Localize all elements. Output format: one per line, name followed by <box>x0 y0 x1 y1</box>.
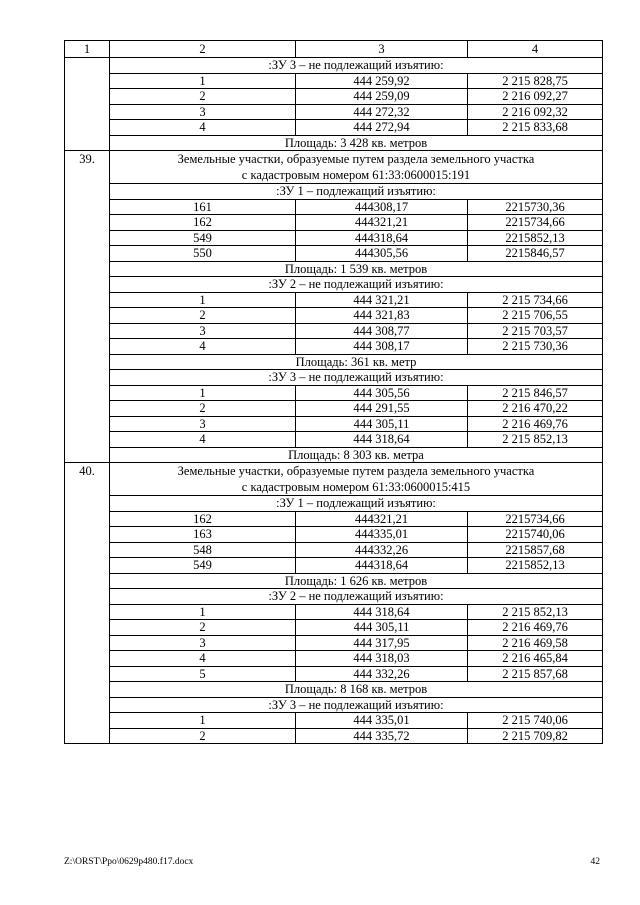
coordinate-row <box>65 385 603 401</box>
x-coordinate-cell: 444318,64 <box>296 558 468 574</box>
item-number-cell: 39. <box>65 151 110 463</box>
area-cell: Площадь: 361 кв. метр <box>110 354 603 370</box>
item-number-cell <box>65 58 110 151</box>
point-number-cell: 162 <box>110 215 296 231</box>
x-coordinate-cell: 444 321,21 <box>296 292 468 308</box>
subsection-label: :ЗУ 3 – не подлежащий изъятию: <box>110 370 603 386</box>
coordinate-row <box>65 246 603 262</box>
x-coordinate-cell: 444 308,77 <box>296 323 468 339</box>
coordinates-table <box>64 40 603 744</box>
y-coordinate-cell: 2 215 846,57 <box>468 385 603 401</box>
x-coordinate-cell: 444308,17 <box>296 199 468 215</box>
area-row <box>65 261 603 277</box>
y-coordinate-cell: 2 215 706,55 <box>468 308 603 324</box>
point-number-cell: 4 <box>110 432 296 448</box>
coordinate-row <box>65 104 603 120</box>
area-row <box>65 682 603 698</box>
x-coordinate-cell: 444 332,26 <box>296 666 468 682</box>
subsection-label: :ЗУ 2 – не подлежащий изъятию: <box>110 277 603 293</box>
point-number-cell: 3 <box>110 323 296 339</box>
coordinate-row <box>65 73 603 89</box>
area-row <box>65 573 603 589</box>
x-coordinate-cell: 444 318,03 <box>296 651 468 667</box>
y-coordinate-cell: 2 216 469,58 <box>468 635 603 651</box>
point-number-cell: 2 <box>110 620 296 636</box>
point-number-cell: 549 <box>110 230 296 246</box>
point-number-cell: 4 <box>110 651 296 667</box>
footer-file-path: Z:\ORST\Ppo\0629p480.f17.docx <box>64 857 194 867</box>
point-number-cell: 162 <box>110 511 296 527</box>
coordinate-row <box>65 651 603 667</box>
header-cell: 4 <box>468 41 603 58</box>
point-number-cell: 1 <box>110 604 296 620</box>
point-number-cell: 2 <box>110 89 296 105</box>
block-title-line: Земельные участки, образуемые путем раздела земельного участка <box>177 152 535 166</box>
coordinate-row <box>65 230 603 246</box>
y-coordinate-cell: 2 216 092,32 <box>468 104 603 120</box>
x-coordinate-cell: 444321,21 <box>296 511 468 527</box>
subsection-label: :ЗУ 1 – подлежащий изъятию: <box>110 496 603 512</box>
area-row <box>65 135 603 151</box>
x-coordinate-cell: 444 318,64 <box>296 604 468 620</box>
x-coordinate-cell: 444 291,55 <box>296 401 468 417</box>
y-coordinate-cell: 2215734,66 <box>468 511 603 527</box>
x-coordinate-cell: 444 321,83 <box>296 308 468 324</box>
y-coordinate-cell: 2215852,13 <box>468 558 603 574</box>
point-number-cell: 3 <box>110 416 296 432</box>
area-row <box>65 447 603 463</box>
coordinate-row <box>65 511 603 527</box>
point-number-cell: 550 <box>110 246 296 262</box>
x-coordinate-cell: 444 317,95 <box>296 635 468 651</box>
y-coordinate-cell: 2 215 833,68 <box>468 120 603 136</box>
x-coordinate-cell: 444 305,11 <box>296 620 468 636</box>
x-coordinate-cell: 444 308,17 <box>296 339 468 355</box>
area-cell: Площадь: 1 539 кв. метров <box>110 261 603 277</box>
y-coordinate-cell: 2 215 852,13 <box>468 432 603 448</box>
point-number-cell: 2 <box>110 308 296 324</box>
point-number-cell: 163 <box>110 527 296 543</box>
coordinate-row <box>65 199 603 215</box>
area-cell: Площадь: 1 626 кв. метров <box>110 573 603 589</box>
block-title-row <box>65 151 603 184</box>
y-coordinate-cell: 2 216 469,76 <box>468 620 603 636</box>
block-title-cell <box>110 151 603 184</box>
y-coordinate-cell: 2215852,13 <box>468 230 603 246</box>
coordinate-row <box>65 666 603 682</box>
header-cell: 1 <box>65 41 110 58</box>
footer-page-number: 42 <box>590 857 600 867</box>
header-cell: 2 <box>110 41 296 58</box>
coordinate-row <box>65 604 603 620</box>
coordinate-row <box>65 323 603 339</box>
block-title-row <box>65 463 603 496</box>
coordinate-row <box>65 558 603 574</box>
coordinate-row <box>65 620 603 636</box>
block-title-line: Земельные участки, образуемые путем раздела земельного участка <box>177 464 535 478</box>
point-number-cell: 3 <box>110 635 296 651</box>
coordinate-row <box>65 120 603 136</box>
y-coordinate-cell: 2215730,36 <box>468 199 603 215</box>
block-title-line: с кадастровым номером 61:33:0600015:191 <box>241 168 471 182</box>
point-number-cell: 548 <box>110 542 296 558</box>
x-coordinate-cell: 444335,01 <box>296 527 468 543</box>
y-coordinate-cell: 2215857,68 <box>468 542 603 558</box>
item-number-cell: 40. <box>65 463 110 744</box>
area-cell: Площадь: 8 303 кв. метра <box>110 447 603 463</box>
x-coordinate-cell: 444305,56 <box>296 246 468 262</box>
subsection-label-row <box>65 184 603 200</box>
block-title-cell <box>110 463 603 496</box>
coordinate-row <box>65 635 603 651</box>
y-coordinate-cell: 2 216 469,76 <box>468 416 603 432</box>
x-coordinate-cell: 444321,21 <box>296 215 468 231</box>
point-number-cell: 2 <box>110 401 296 417</box>
point-number-cell: 4 <box>110 120 296 136</box>
x-coordinate-cell: 444 272,94 <box>296 120 468 136</box>
y-coordinate-cell: 2 215 828,75 <box>468 73 603 89</box>
area-cell: Площадь: 3 428 кв. метров <box>110 135 603 151</box>
coordinate-row <box>65 542 603 558</box>
y-coordinate-cell: 2 215 703,57 <box>468 323 603 339</box>
y-coordinate-cell: 2 215 734,66 <box>468 292 603 308</box>
block-title-line: с кадастровым номером 61:33:0600015:415 <box>241 480 471 494</box>
x-coordinate-cell: 444 259,09 <box>296 89 468 105</box>
subsection-label-row <box>65 589 603 605</box>
y-coordinate-cell: 2215740,06 <box>468 527 603 543</box>
coordinate-row <box>65 713 603 729</box>
x-coordinate-cell: 444318,64 <box>296 230 468 246</box>
y-coordinate-cell: 2 215 709,82 <box>468 728 603 744</box>
coordinate-row <box>65 416 603 432</box>
point-number-cell: 1 <box>110 713 296 729</box>
subsection-label-row <box>65 277 603 293</box>
area-row <box>65 354 603 370</box>
coordinate-row <box>65 308 603 324</box>
coordinate-row <box>65 432 603 448</box>
coordinate-row <box>65 401 603 417</box>
point-number-cell: 1 <box>110 292 296 308</box>
x-coordinate-cell: 444 305,11 <box>296 416 468 432</box>
point-number-cell: 1 <box>110 385 296 401</box>
x-coordinate-cell: 444 259,92 <box>296 73 468 89</box>
x-coordinate-cell: 444 318,64 <box>296 432 468 448</box>
point-number-cell: 3 <box>110 104 296 120</box>
coordinate-row <box>65 527 603 543</box>
point-number-cell: 2 <box>110 728 296 744</box>
subsection-label: :ЗУ 3 – не подлежащий изъятию: <box>110 697 603 713</box>
subsection-label-row <box>65 697 603 713</box>
y-coordinate-cell: 2 216 470,22 <box>468 401 603 417</box>
subsection-label-row <box>65 370 603 386</box>
x-coordinate-cell: 444 272,32 <box>296 104 468 120</box>
y-coordinate-cell: 2 215 857,68 <box>468 666 603 682</box>
x-coordinate-cell: 444 335,72 <box>296 728 468 744</box>
coordinates-table-body <box>65 41 603 744</box>
y-coordinate-cell: 2 216 465,84 <box>468 651 603 667</box>
subsection-label-row <box>65 496 603 512</box>
area-cell: Площадь: 8 168 кв. метров <box>110 682 603 698</box>
header-row <box>65 41 603 58</box>
point-number-cell: 5 <box>110 666 296 682</box>
y-coordinate-cell: 2 215 852,13 <box>468 604 603 620</box>
coordinate-row <box>65 339 603 355</box>
point-number-cell: 549 <box>110 558 296 574</box>
coordinate-row <box>65 292 603 308</box>
y-coordinate-cell: 2215846,57 <box>468 246 603 262</box>
y-coordinate-cell: 2 216 092,27 <box>468 89 603 105</box>
coordinate-row <box>65 215 603 231</box>
subsection-label-row <box>65 58 603 74</box>
x-coordinate-cell: 444 305,56 <box>296 385 468 401</box>
point-number-cell: 4 <box>110 339 296 355</box>
x-coordinate-cell: 444 335,01 <box>296 713 468 729</box>
x-coordinate-cell: 444332,26 <box>296 542 468 558</box>
y-coordinate-cell: 2 215 730,36 <box>468 339 603 355</box>
coordinate-row <box>65 728 603 744</box>
subsection-label: :ЗУ 3 – не подлежащий изъятию: <box>110 58 603 74</box>
point-number-cell: 1 <box>110 73 296 89</box>
header-cell: 3 <box>296 41 468 58</box>
subsection-label: :ЗУ 1 – подлежащий изъятию: <box>110 184 603 200</box>
y-coordinate-cell: 2215734,66 <box>468 215 603 231</box>
y-coordinate-cell: 2 215 740,06 <box>468 713 603 729</box>
coordinate-row <box>65 89 603 105</box>
point-number-cell: 161 <box>110 199 296 215</box>
subsection-label: :ЗУ 2 – не подлежащий изъятию: <box>110 589 603 605</box>
